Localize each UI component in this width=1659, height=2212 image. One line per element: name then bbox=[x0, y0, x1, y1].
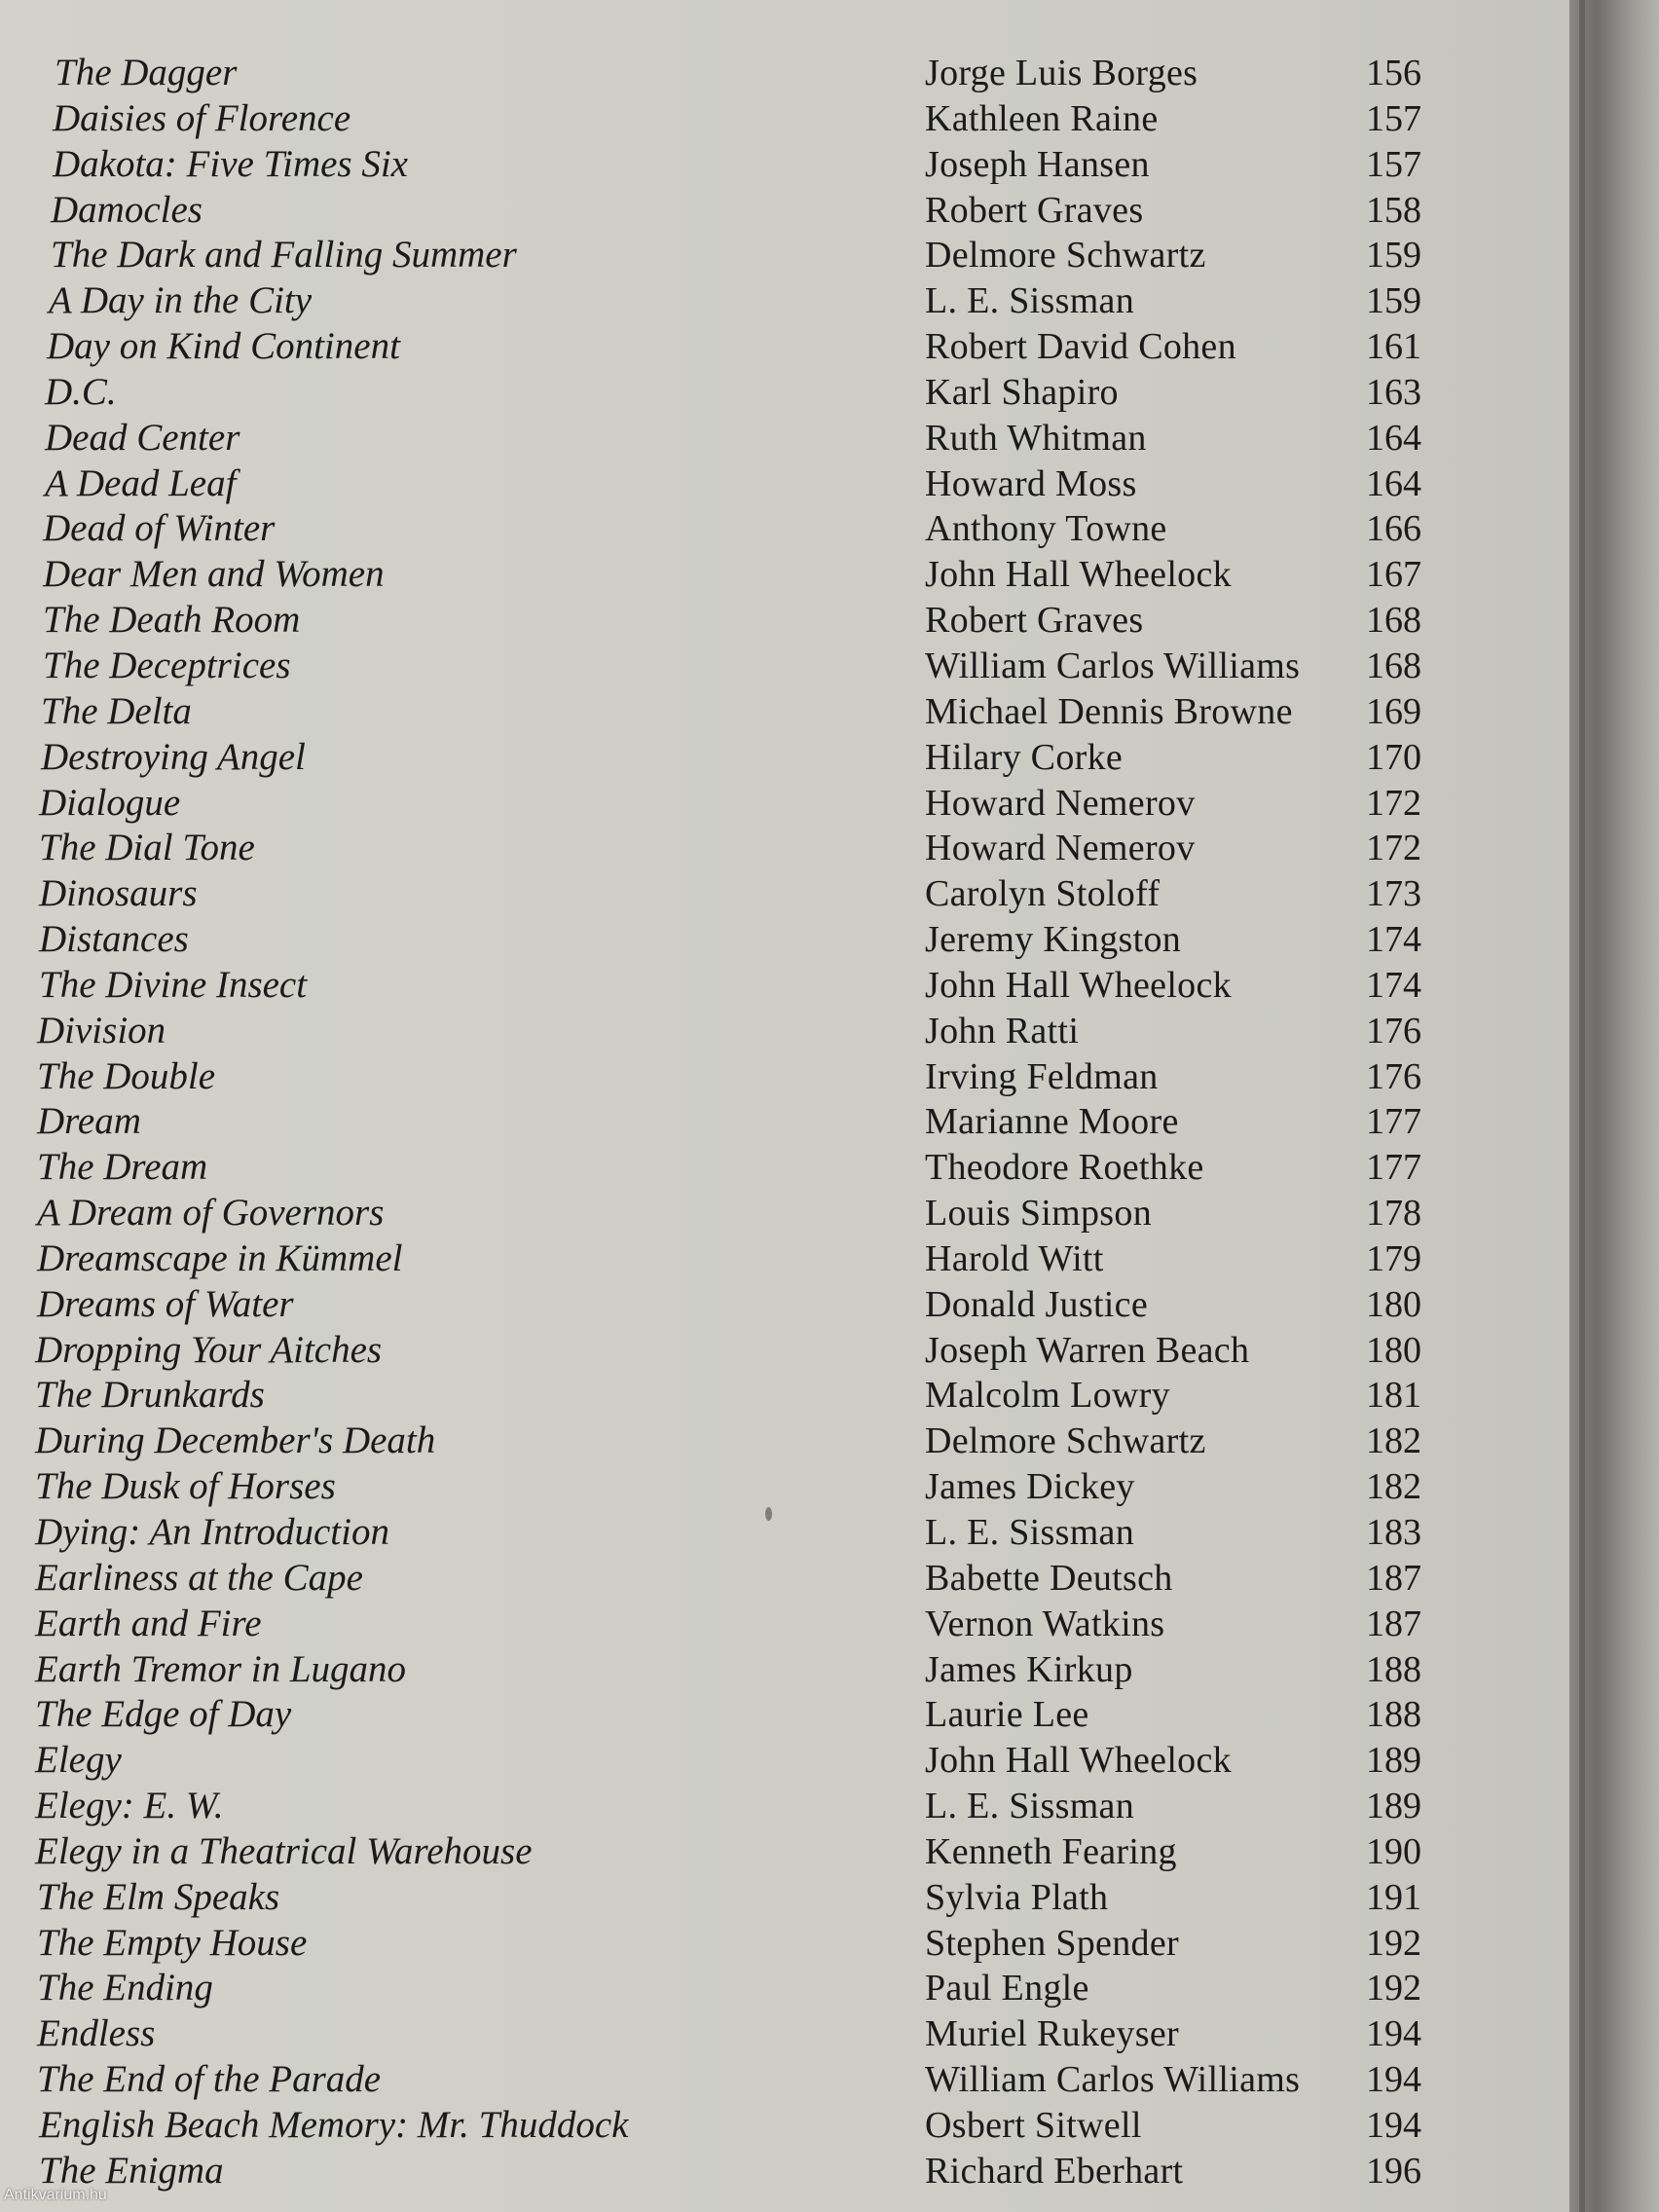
toc-entry bbox=[0, 1009, 1569, 1054]
poem-title: The Empty House bbox=[37, 1921, 308, 1964]
toc-entry bbox=[0, 871, 1569, 917]
toc-entry bbox=[0, 1602, 1569, 1647]
toc-entry bbox=[0, 324, 1569, 370]
table-of-contents bbox=[0, 51, 1569, 2194]
poem-title: The Enigma bbox=[39, 2149, 224, 2192]
poem-author: James Dickey bbox=[925, 1466, 1135, 1508]
page-number: 181 bbox=[1366, 1375, 1421, 1417]
page-number: 192 bbox=[1366, 1922, 1421, 1964]
poem-author: Muriel Rukeyser bbox=[925, 2013, 1179, 2055]
poem-title: A Day in the City bbox=[49, 279, 313, 322]
book-binding bbox=[1569, 0, 1659, 2212]
page-number: 163 bbox=[1366, 371, 1421, 413]
poem-title: Earliness at the Cape bbox=[35, 1556, 363, 1599]
poem-author: Kathleen Raine bbox=[925, 97, 1159, 139]
toc-entry bbox=[0, 51, 1569, 96]
toc-entry bbox=[0, 552, 1569, 598]
poem-title: Dakota: Five Times Six bbox=[53, 142, 408, 185]
poem-author: Harold Witt bbox=[925, 1237, 1104, 1279]
page-number: 172 bbox=[1366, 828, 1421, 869]
poem-title: A Dead Leaf bbox=[45, 461, 237, 504]
poem-title: The Dusk of Horses bbox=[35, 1465, 336, 1508]
toc-entry bbox=[0, 1464, 1569, 1510]
poem-author: William Carlos Williams bbox=[925, 2059, 1301, 2101]
poem-title: Dying: An Introduction bbox=[35, 1511, 389, 1553]
toc-entry bbox=[0, 735, 1569, 781]
toc-entry bbox=[0, 1191, 1569, 1236]
poem-title: Dialogue bbox=[39, 781, 181, 824]
toc-entry bbox=[0, 1328, 1569, 1374]
poem-author: Ruth Whitman bbox=[925, 417, 1147, 459]
poem-author: Malcolm Lowry bbox=[925, 1375, 1170, 1417]
toc-entry bbox=[0, 1054, 1569, 1100]
poem-title: The Delta bbox=[41, 689, 192, 732]
poem-author: Robert Graves bbox=[925, 189, 1144, 231]
poem-title: Damocles bbox=[51, 188, 203, 231]
page-number: 177 bbox=[1366, 1101, 1421, 1143]
poem-title: Earth and Fire bbox=[35, 1602, 262, 1644]
paper-speck bbox=[765, 1507, 772, 1521]
watermark: Antikvarium.hu bbox=[4, 2187, 107, 2203]
toc-entry bbox=[0, 644, 1569, 689]
poem-author: William Carlos Williams bbox=[925, 645, 1301, 686]
poem-author: Robert Graves bbox=[925, 600, 1144, 642]
poem-title: The Elm Speaks bbox=[37, 1875, 280, 1918]
poem-author: Stephen Spender bbox=[925, 1922, 1179, 1964]
poem-title: Daisies of Florence bbox=[53, 96, 351, 139]
page-number: 168 bbox=[1366, 645, 1421, 686]
toc-entry bbox=[0, 1510, 1569, 1556]
poem-author: John Ratti bbox=[925, 1010, 1080, 1051]
page-number: 164 bbox=[1366, 462, 1421, 504]
poem-author: Sylvia Plath bbox=[925, 1876, 1109, 1918]
page-number: 159 bbox=[1366, 280, 1421, 322]
poem-author: Carolyn Stoloff bbox=[925, 873, 1161, 915]
poem-title: Elegy: E. W. bbox=[35, 1785, 224, 1827]
poem-title: Dream bbox=[37, 1100, 141, 1143]
toc-entry bbox=[0, 689, 1569, 735]
toc-entry bbox=[0, 2149, 1569, 2194]
toc-entry bbox=[0, 188, 1569, 234]
toc-entry bbox=[0, 1738, 1569, 1784]
poem-author: John Hall Wheelock bbox=[925, 554, 1232, 596]
page-number: 166 bbox=[1366, 508, 1421, 550]
poem-title: Destroying Angel bbox=[41, 735, 306, 778]
poem-author: Delmore Schwartz bbox=[925, 1420, 1206, 1462]
toc-entry bbox=[0, 506, 1569, 552]
page-number: 176 bbox=[1366, 1010, 1421, 1051]
page-number: 172 bbox=[1366, 782, 1421, 824]
toc-entry bbox=[0, 2103, 1569, 2149]
page-number: 159 bbox=[1366, 235, 1421, 276]
poem-author: Delmore Schwartz bbox=[925, 235, 1206, 276]
poem-author: Howard Nemerov bbox=[925, 782, 1196, 824]
poem-author: John Hall Wheelock bbox=[925, 964, 1232, 1006]
poem-author: Karl Shapiro bbox=[925, 371, 1119, 413]
poem-title: Dead of Winter bbox=[43, 507, 276, 550]
toc-entry bbox=[0, 1145, 1569, 1191]
poem-author: Howard Nemerov bbox=[925, 828, 1196, 869]
toc-entry bbox=[0, 1966, 1569, 2011]
toc-entry bbox=[0, 2011, 1569, 2057]
toc-entry bbox=[0, 1282, 1569, 1328]
page-number: 187 bbox=[1366, 1557, 1421, 1599]
poem-author: Hilary Corke bbox=[925, 736, 1124, 778]
toc-entry bbox=[0, 142, 1569, 188]
toc-entry bbox=[0, 1236, 1569, 1282]
page-number: 183 bbox=[1366, 1512, 1421, 1553]
page-number: 169 bbox=[1366, 690, 1421, 732]
poem-title: A Dream of Governors bbox=[37, 1192, 385, 1235]
poem-author: Laurie Lee bbox=[925, 1694, 1089, 1736]
poem-title: Dead Center bbox=[45, 416, 240, 459]
poem-author: Richard Eberhart bbox=[925, 2150, 1184, 2192]
toc-entry bbox=[0, 2057, 1569, 2103]
poem-title: Elegy in a Theatrical Warehouse bbox=[35, 1829, 533, 1872]
toc-entry bbox=[0, 917, 1569, 963]
poem-author: Irving Feldman bbox=[925, 1055, 1159, 1097]
poem-title: The Dream bbox=[37, 1146, 208, 1189]
poem-author: Robert David Cohen bbox=[925, 326, 1236, 368]
poem-author: Anthony Towne bbox=[925, 508, 1167, 550]
poem-author: John Hall Wheelock bbox=[925, 1740, 1232, 1782]
poem-title: Endless bbox=[37, 2012, 156, 2055]
poem-title: The Deceptrices bbox=[43, 644, 291, 686]
poem-title: The End of the Parade bbox=[37, 2058, 382, 2101]
page-number: 194 bbox=[1366, 2059, 1421, 2101]
page-number: 190 bbox=[1366, 1830, 1421, 1872]
poem-title: The Dial Tone bbox=[39, 827, 255, 869]
page-number: 174 bbox=[1366, 964, 1421, 1006]
toc-entry bbox=[0, 1099, 1569, 1145]
poem-title: Day on Kind Continent bbox=[47, 325, 400, 368]
page-number: 164 bbox=[1366, 417, 1421, 459]
toc-entry bbox=[0, 233, 1569, 278]
page-number: 161 bbox=[1366, 326, 1421, 368]
page-number: 174 bbox=[1366, 919, 1421, 961]
poem-title: English Beach Memory: Mr. Thuddock bbox=[39, 2103, 629, 2146]
page-number: 189 bbox=[1366, 1740, 1421, 1782]
toc-entry bbox=[0, 1373, 1569, 1419]
poem-author: Kenneth Fearing bbox=[925, 1830, 1177, 1872]
toc-entry bbox=[0, 1692, 1569, 1738]
toc-entry bbox=[0, 416, 1569, 461]
poem-author: Jeremy Kingston bbox=[925, 919, 1182, 961]
poem-title: During December's Death bbox=[35, 1419, 436, 1462]
poem-author: Howard Moss bbox=[925, 462, 1137, 504]
poem-author: Joseph Hansen bbox=[925, 143, 1150, 185]
toc-entry bbox=[0, 598, 1569, 644]
poem-title: Dinosaurs bbox=[39, 872, 198, 915]
poem-author: Louis Simpson bbox=[925, 1193, 1152, 1235]
page-number: 178 bbox=[1366, 1193, 1421, 1235]
page-number: 192 bbox=[1366, 1968, 1421, 2009]
toc-entry bbox=[0, 1829, 1569, 1875]
poem-title: Dreams of Water bbox=[37, 1282, 294, 1325]
poem-author: Babette Deutsch bbox=[925, 1557, 1173, 1599]
poem-author: L. E. Sissman bbox=[925, 1512, 1135, 1553]
poem-author: Jorge Luis Borges bbox=[925, 53, 1198, 93]
toc-entry bbox=[0, 1875, 1569, 1921]
toc-entry bbox=[0, 1647, 1569, 1693]
poem-author: Michael Dennis Browne bbox=[925, 690, 1293, 732]
toc-entry bbox=[0, 1784, 1569, 1829]
page-number: 179 bbox=[1366, 1237, 1421, 1279]
poem-title: The Double bbox=[37, 1054, 216, 1097]
poem-author: Paul Engle bbox=[925, 1968, 1089, 2009]
poem-author: L. E. Sissman bbox=[925, 1786, 1135, 1827]
page-number: 182 bbox=[1366, 1420, 1421, 1462]
poem-title: Elegy bbox=[35, 1739, 122, 1782]
poem-title: The Edge of Day bbox=[35, 1693, 292, 1736]
poem-author: L. E. Sissman bbox=[925, 280, 1135, 322]
page-number: 194 bbox=[1366, 2013, 1421, 2055]
poem-title: Dropping Your Aitches bbox=[35, 1328, 383, 1371]
page-number: 191 bbox=[1366, 1876, 1421, 1918]
poem-author: James Kirkup bbox=[925, 1648, 1133, 1690]
poem-author: Marianne Moore bbox=[925, 1101, 1179, 1143]
toc-entry bbox=[0, 370, 1569, 416]
page-number: 188 bbox=[1366, 1648, 1421, 1690]
poem-author: Donald Justice bbox=[925, 1283, 1148, 1325]
page-number: 176 bbox=[1366, 1055, 1421, 1097]
toc-entry bbox=[0, 96, 1569, 142]
poem-title: The Ending bbox=[37, 1967, 213, 2009]
page-number: 157 bbox=[1366, 97, 1421, 139]
poem-title: The Drunkards bbox=[35, 1374, 265, 1417]
page-number: 167 bbox=[1366, 554, 1421, 596]
toc-entry bbox=[0, 781, 1569, 827]
toc-entry bbox=[0, 963, 1569, 1009]
page-number: 158 bbox=[1366, 189, 1421, 231]
page-number: 180 bbox=[1366, 1329, 1421, 1371]
page-number: 156 bbox=[1366, 53, 1421, 93]
poem-title: Earth Tremor in Lugano bbox=[35, 1647, 407, 1690]
poem-title: Dreamscape in Kümmel bbox=[37, 1236, 403, 1279]
page-number: 180 bbox=[1366, 1283, 1421, 1325]
poem-title: The Divine Insect bbox=[39, 963, 308, 1006]
toc-entry bbox=[0, 826, 1569, 871]
page-number: 157 bbox=[1366, 143, 1421, 185]
poem-author: Joseph Warren Beach bbox=[925, 1329, 1250, 1371]
page-number: 194 bbox=[1366, 2104, 1421, 2146]
page-number: 173 bbox=[1366, 873, 1421, 915]
toc-entry bbox=[0, 1419, 1569, 1464]
poem-title: Dear Men and Women bbox=[43, 553, 385, 596]
poem-title: D.C. bbox=[45, 370, 117, 413]
poem-title: The Dark and Falling Summer bbox=[51, 234, 517, 276]
poem-author: Vernon Watkins bbox=[925, 1603, 1165, 1644]
toc-entry bbox=[0, 1556, 1569, 1602]
poem-title: The Dagger bbox=[55, 52, 238, 93]
page-number: 182 bbox=[1366, 1466, 1421, 1508]
toc-entry bbox=[0, 461, 1569, 507]
page-number: 170 bbox=[1366, 736, 1421, 778]
page-number: 168 bbox=[1366, 600, 1421, 642]
poem-author: Theodore Roethke bbox=[925, 1147, 1204, 1189]
poem-author: Osbert Sitwell bbox=[925, 2104, 1142, 2146]
page-number: 187 bbox=[1366, 1603, 1421, 1644]
page-number: 188 bbox=[1366, 1694, 1421, 1736]
toc-entry bbox=[0, 278, 1569, 324]
toc-entry bbox=[0, 1921, 1569, 1967]
poem-title: The Death Room bbox=[43, 599, 301, 642]
poem-title: Distances bbox=[39, 918, 189, 961]
poem-title: Division bbox=[37, 1009, 166, 1051]
page-number: 196 bbox=[1366, 2150, 1421, 2192]
page-number: 189 bbox=[1366, 1786, 1421, 1827]
page-number: 177 bbox=[1366, 1147, 1421, 1189]
